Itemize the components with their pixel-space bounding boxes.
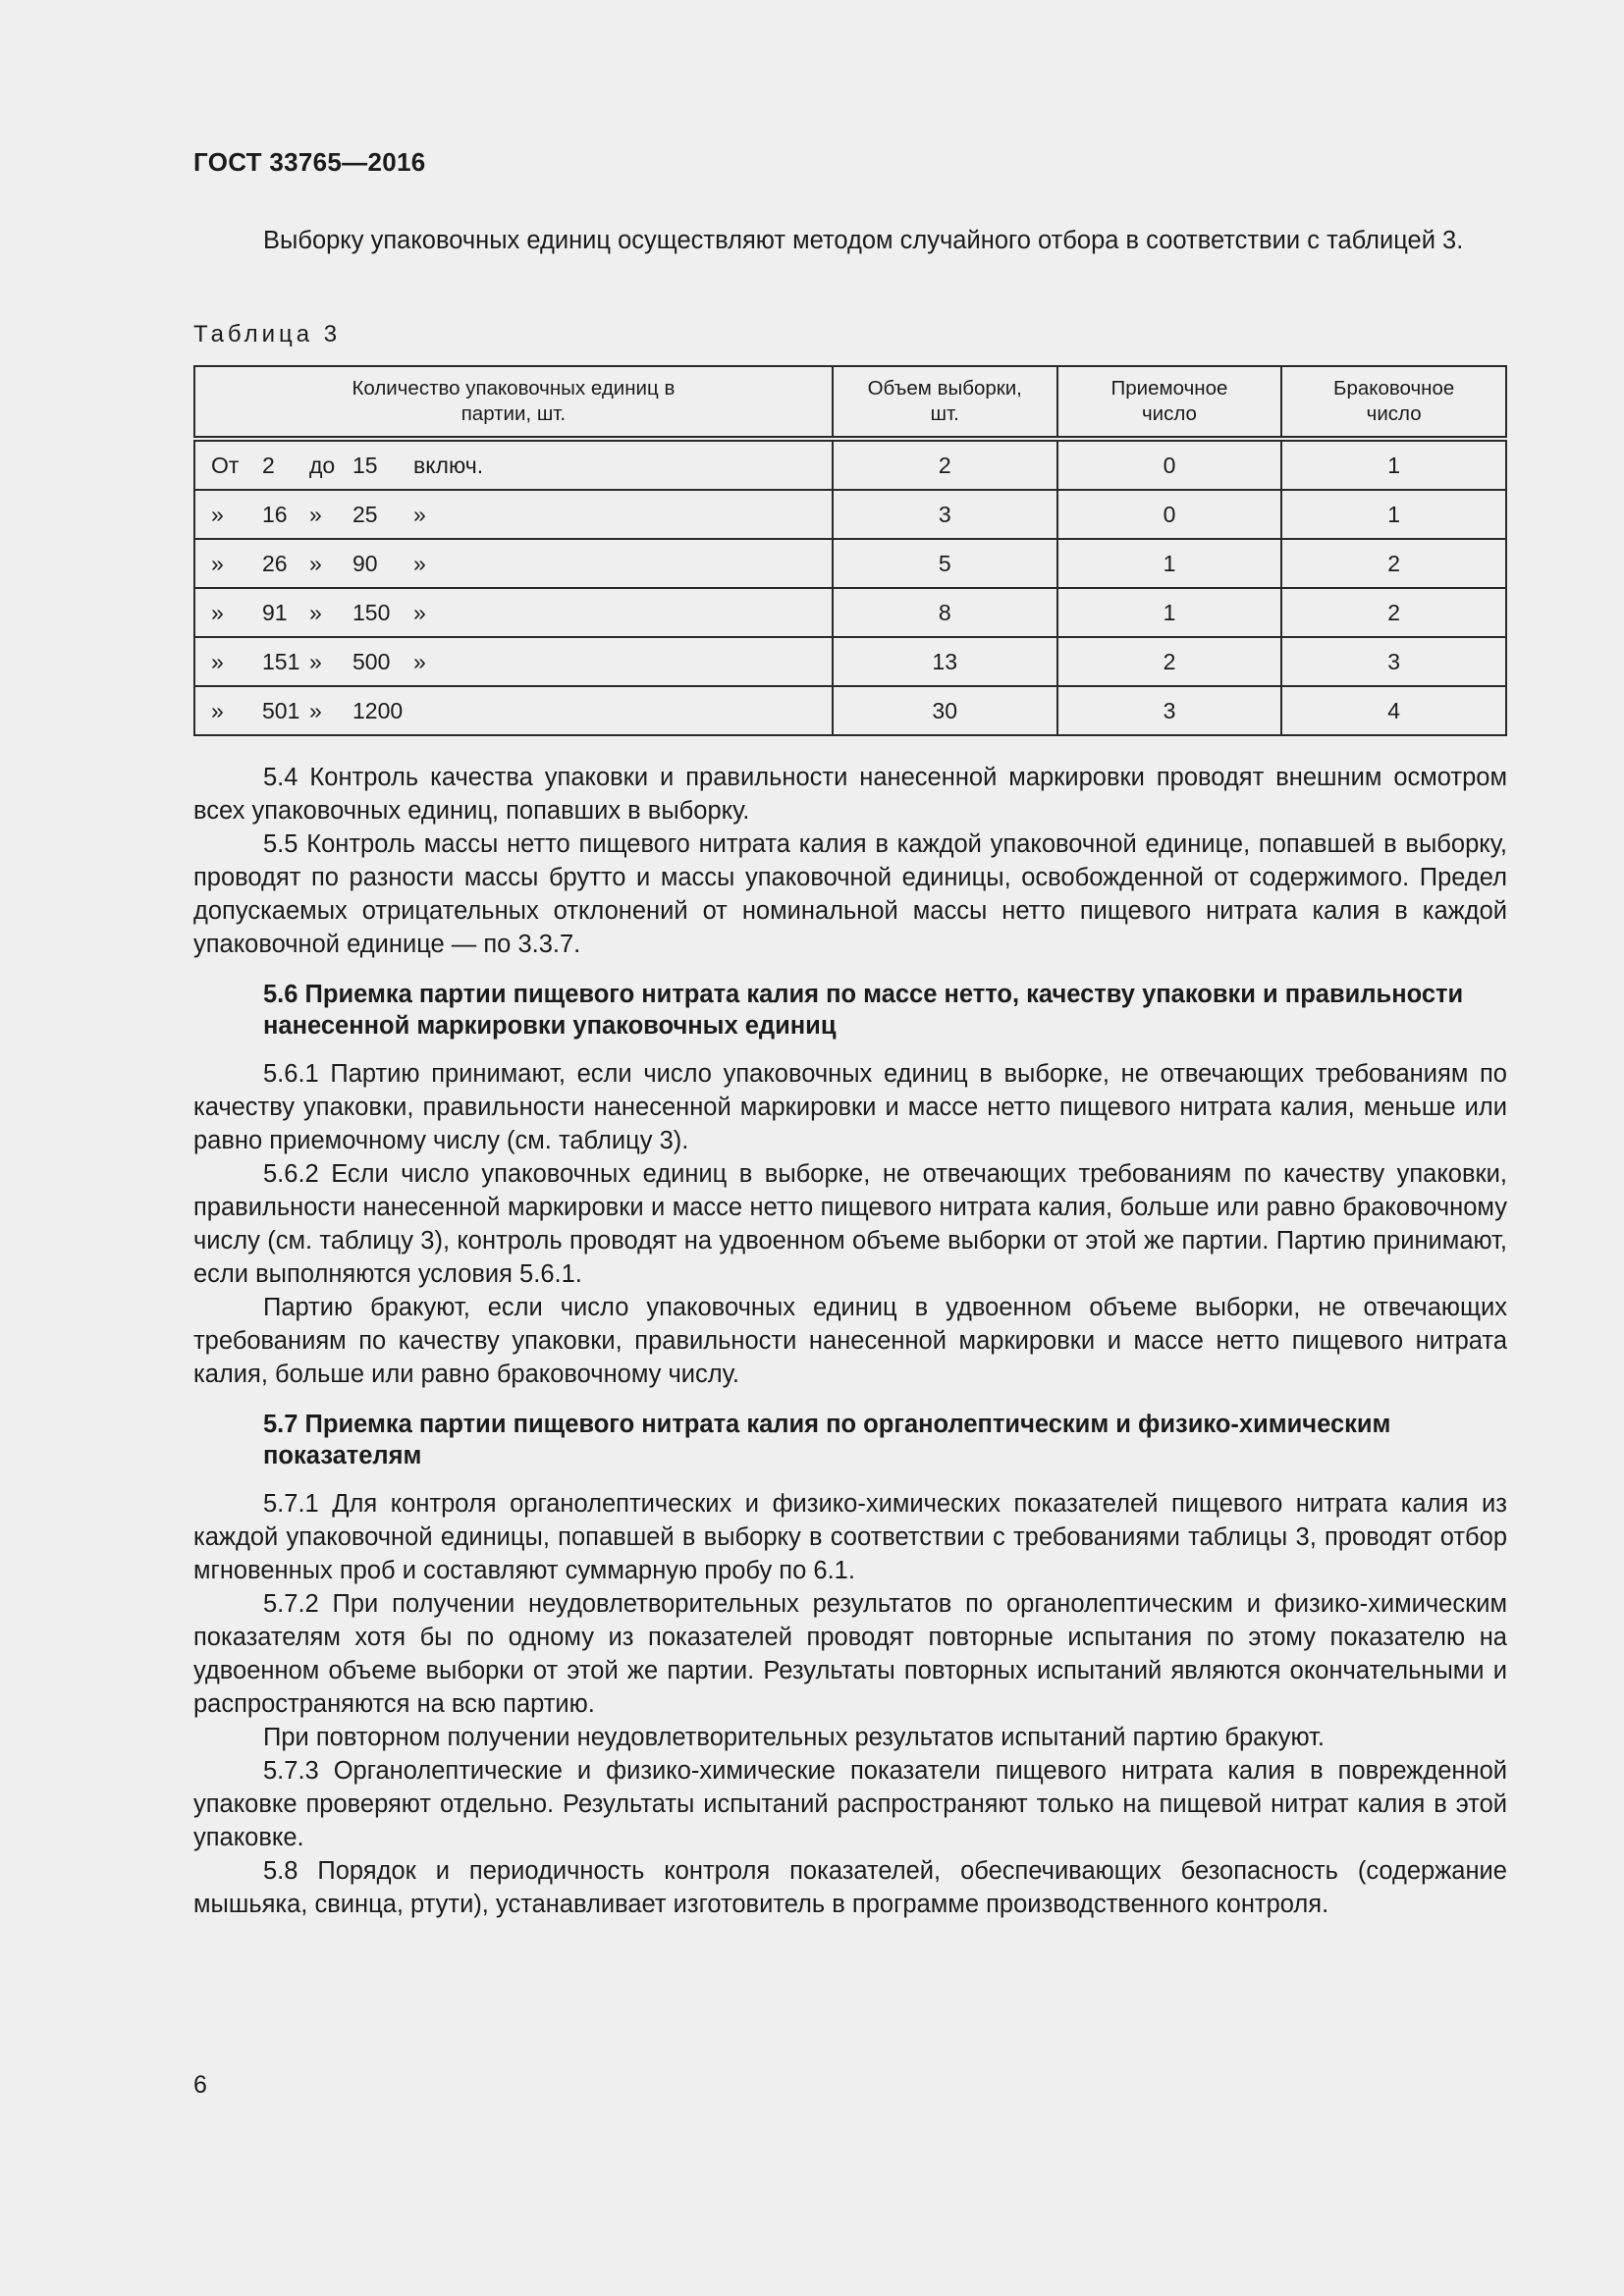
cell-quantity-range	[194, 686, 833, 735]
table-body	[194, 439, 1506, 735]
heading-5-7: 5.7 Приемка партии пищевого нитрата калия по органолептическим и физико-химическим показателям	[263, 1411, 1391, 1469]
range-token: 25	[352, 501, 378, 527]
paragraph-5-7-3: 5.7.3 Органолептические и физико-химические показатели пищевого нитрата калия в поврежденной упаковке проверяют отдельно. Результаты испытаний распространяют только на пищевой нитрат калия в этой упаковке.	[193, 1757, 1507, 1851]
range-token: »	[211, 697, 224, 723]
paragraph-5-8: 5.8 Порядок и периодичность контроля показателей, обеспечивающих безопасность (содержание мышьяка, свинца, ртути), устанавливает изготовитель в программе производственного контроля.	[193, 1857, 1507, 1918]
range-token: »	[413, 648, 426, 674]
table-row	[194, 637, 1506, 686]
cell-sample-size: 2	[833, 439, 1057, 490]
body-text	[193, 761, 1507, 1921]
range-token: 26	[262, 550, 288, 576]
cell-accept-number: 3	[1057, 686, 1282, 735]
cell-reject-number: 1	[1281, 439, 1506, 490]
table-header-row	[194, 366, 1506, 439]
intro-block	[193, 224, 1507, 257]
paragraph-5-6-2: 5.6.2 Если число упаковочных единиц в выборке, не отвечающих требованиям по качеству упаковки, правильности нанесенной маркировки и массе нетто пищевого нитрата калия, больше или равно браковочному числу (см. таблицу 3), контроль проводят на удвоенном объеме выборки от этой же партии. Партию принимают, если выполняются условия 5.6.1.	[193, 1160, 1507, 1288]
cell-reject-number: 2	[1281, 539, 1506, 588]
range-token: От	[211, 452, 240, 478]
page-number: 6	[193, 2071, 207, 2099]
range-token: »	[309, 599, 322, 625]
table-3	[193, 365, 1507, 736]
cell-accept-number: 0	[1057, 439, 1282, 490]
col-header-sample: Объем выборки, шт.	[833, 366, 1057, 439]
range-token: »	[309, 550, 322, 576]
cell-quantity-range	[194, 439, 833, 490]
range-token: 501	[262, 697, 300, 723]
cell-reject-number: 1	[1281, 490, 1506, 539]
range-token: »	[211, 599, 224, 625]
cell-reject-number: 4	[1281, 686, 1506, 735]
table-3-block	[193, 365, 1507, 736]
range-token: »	[309, 648, 322, 674]
range-token: »	[211, 501, 224, 527]
col-header-accept: Приемочное число	[1057, 366, 1282, 439]
range-token: »	[211, 550, 224, 576]
range-token: »	[309, 697, 322, 723]
table-row	[194, 686, 1506, 735]
paragraph-5-6-2-reject: Партию бракуют, если число упаковочных единиц в удвоенном объеме выборки, не отвечающих требованиям по качеству упаковки, правильности нанесенной маркировки и массе нетто пищевого нитрата калия, больше или равно браковочному числу.	[193, 1294, 1507, 1388]
range-token: 91	[262, 599, 288, 625]
table-row	[194, 439, 1506, 490]
table-caption: Таблица 3	[193, 321, 342, 347]
range-token: »	[413, 550, 426, 576]
heading-5-6: 5.6 Приемка партии пищевого нитрата калия по массе нетто, качеству упаковки и правильности нанесенной маркировки упаковочных единиц	[263, 981, 1464, 1040]
cell-accept-number: 0	[1057, 490, 1282, 539]
col-header-quantity: Количество упаковочных единиц в партии, шт.	[194, 366, 833, 439]
cell-reject-number: 2	[1281, 588, 1506, 637]
range-token: 500	[352, 648, 391, 674]
cell-quantity-range	[194, 637, 833, 686]
range-token: 1200	[352, 697, 404, 723]
range-token: »	[309, 501, 322, 527]
col-header-reject: Браковочное число	[1281, 366, 1506, 439]
cell-sample-size: 30	[833, 686, 1057, 735]
table-row	[194, 588, 1506, 637]
cell-accept-number: 2	[1057, 637, 1282, 686]
cell-sample-size: 8	[833, 588, 1057, 637]
table-row	[194, 539, 1506, 588]
range-token: 2	[262, 452, 275, 478]
table-row	[194, 490, 1506, 539]
cell-sample-size: 13	[833, 637, 1057, 686]
range-token: »	[413, 501, 426, 527]
intro-paragraph: Выборку упаковочных единиц осуществляют методом случайного отбора в соответствии с таблицей 3.	[263, 227, 1464, 254]
range-token: 15	[352, 452, 378, 478]
range-token: 16	[262, 501, 288, 527]
range-token: 90	[352, 550, 378, 576]
paragraph-5-7-2-reject: При повторном получении неудовлетворительных результатов испытаний партию бракуют.	[263, 1724, 1325, 1751]
range-token: »	[211, 648, 224, 674]
paragraph-5-7-2: 5.7.2 При получении неудовлетворительных результатов по органолептическим и физико-химическим показателям хотя бы по одному из показателей проводят повторные испытания по этому показателю на удвоенном объеме выборки от этой же партии. Результаты повторных испытаний являются окончательными и распространяются на всю партию.	[193, 1590, 1507, 1718]
range-token: 151	[262, 648, 300, 674]
cell-quantity-range	[194, 490, 833, 539]
cell-sample-size: 5	[833, 539, 1057, 588]
cell-quantity-range	[194, 588, 833, 637]
paragraph-5-6-1: 5.6.1 Партию принимают, если число упаковочных единиц в выборке, не отвечающих требованиям по качеству упаковки, правильности нанесенной маркировки и массе нетто пищевого нитрата калия, меньше или равно приемочному числу (см. таблицу 3).	[193, 1060, 1507, 1154]
paragraph-5-4: 5.4 Контроль качества упаковки и правильности нанесенной маркировки проводят внешним осмотром всех упаковочных единиц, попавших в выборку.	[193, 764, 1507, 825]
range-token: »	[413, 599, 426, 625]
range-token: до	[309, 452, 336, 478]
cell-accept-number: 1	[1057, 588, 1282, 637]
cell-quantity-range	[194, 539, 833, 588]
document-header: ГОСТ 33765—2016	[193, 147, 426, 177]
range-token: 150	[352, 599, 391, 625]
cell-accept-number: 1	[1057, 539, 1282, 588]
cell-sample-size: 3	[833, 490, 1057, 539]
cell-reject-number: 3	[1281, 637, 1506, 686]
paragraph-5-7-1: 5.7.1 Для контроля органолептических и физико-химических показателей пищевого нитрата калия из каждой упаковочной единицы, попавшей в выборку в соответствии с требованиями таблицы 3, проводят отбор мгновенных проб и составляют суммарную пробу по 6.1.	[193, 1490, 1507, 1584]
range-token: включ.	[413, 452, 484, 478]
table-caption-block	[193, 321, 341, 348]
paragraph-5-5: 5.5 Контроль массы нетто пищевого нитрата калия в каждой упаковочной единице, попавшей в выборку, проводят по разности массы брутто и массы упаковочной единицы, освобожденной от содержимого. Предел допускаемых отрицательных отклонений от номинальной массы нетто пищевого нитрата калия в каждой упаковочной единице — по 3.3.7.	[193, 830, 1507, 958]
